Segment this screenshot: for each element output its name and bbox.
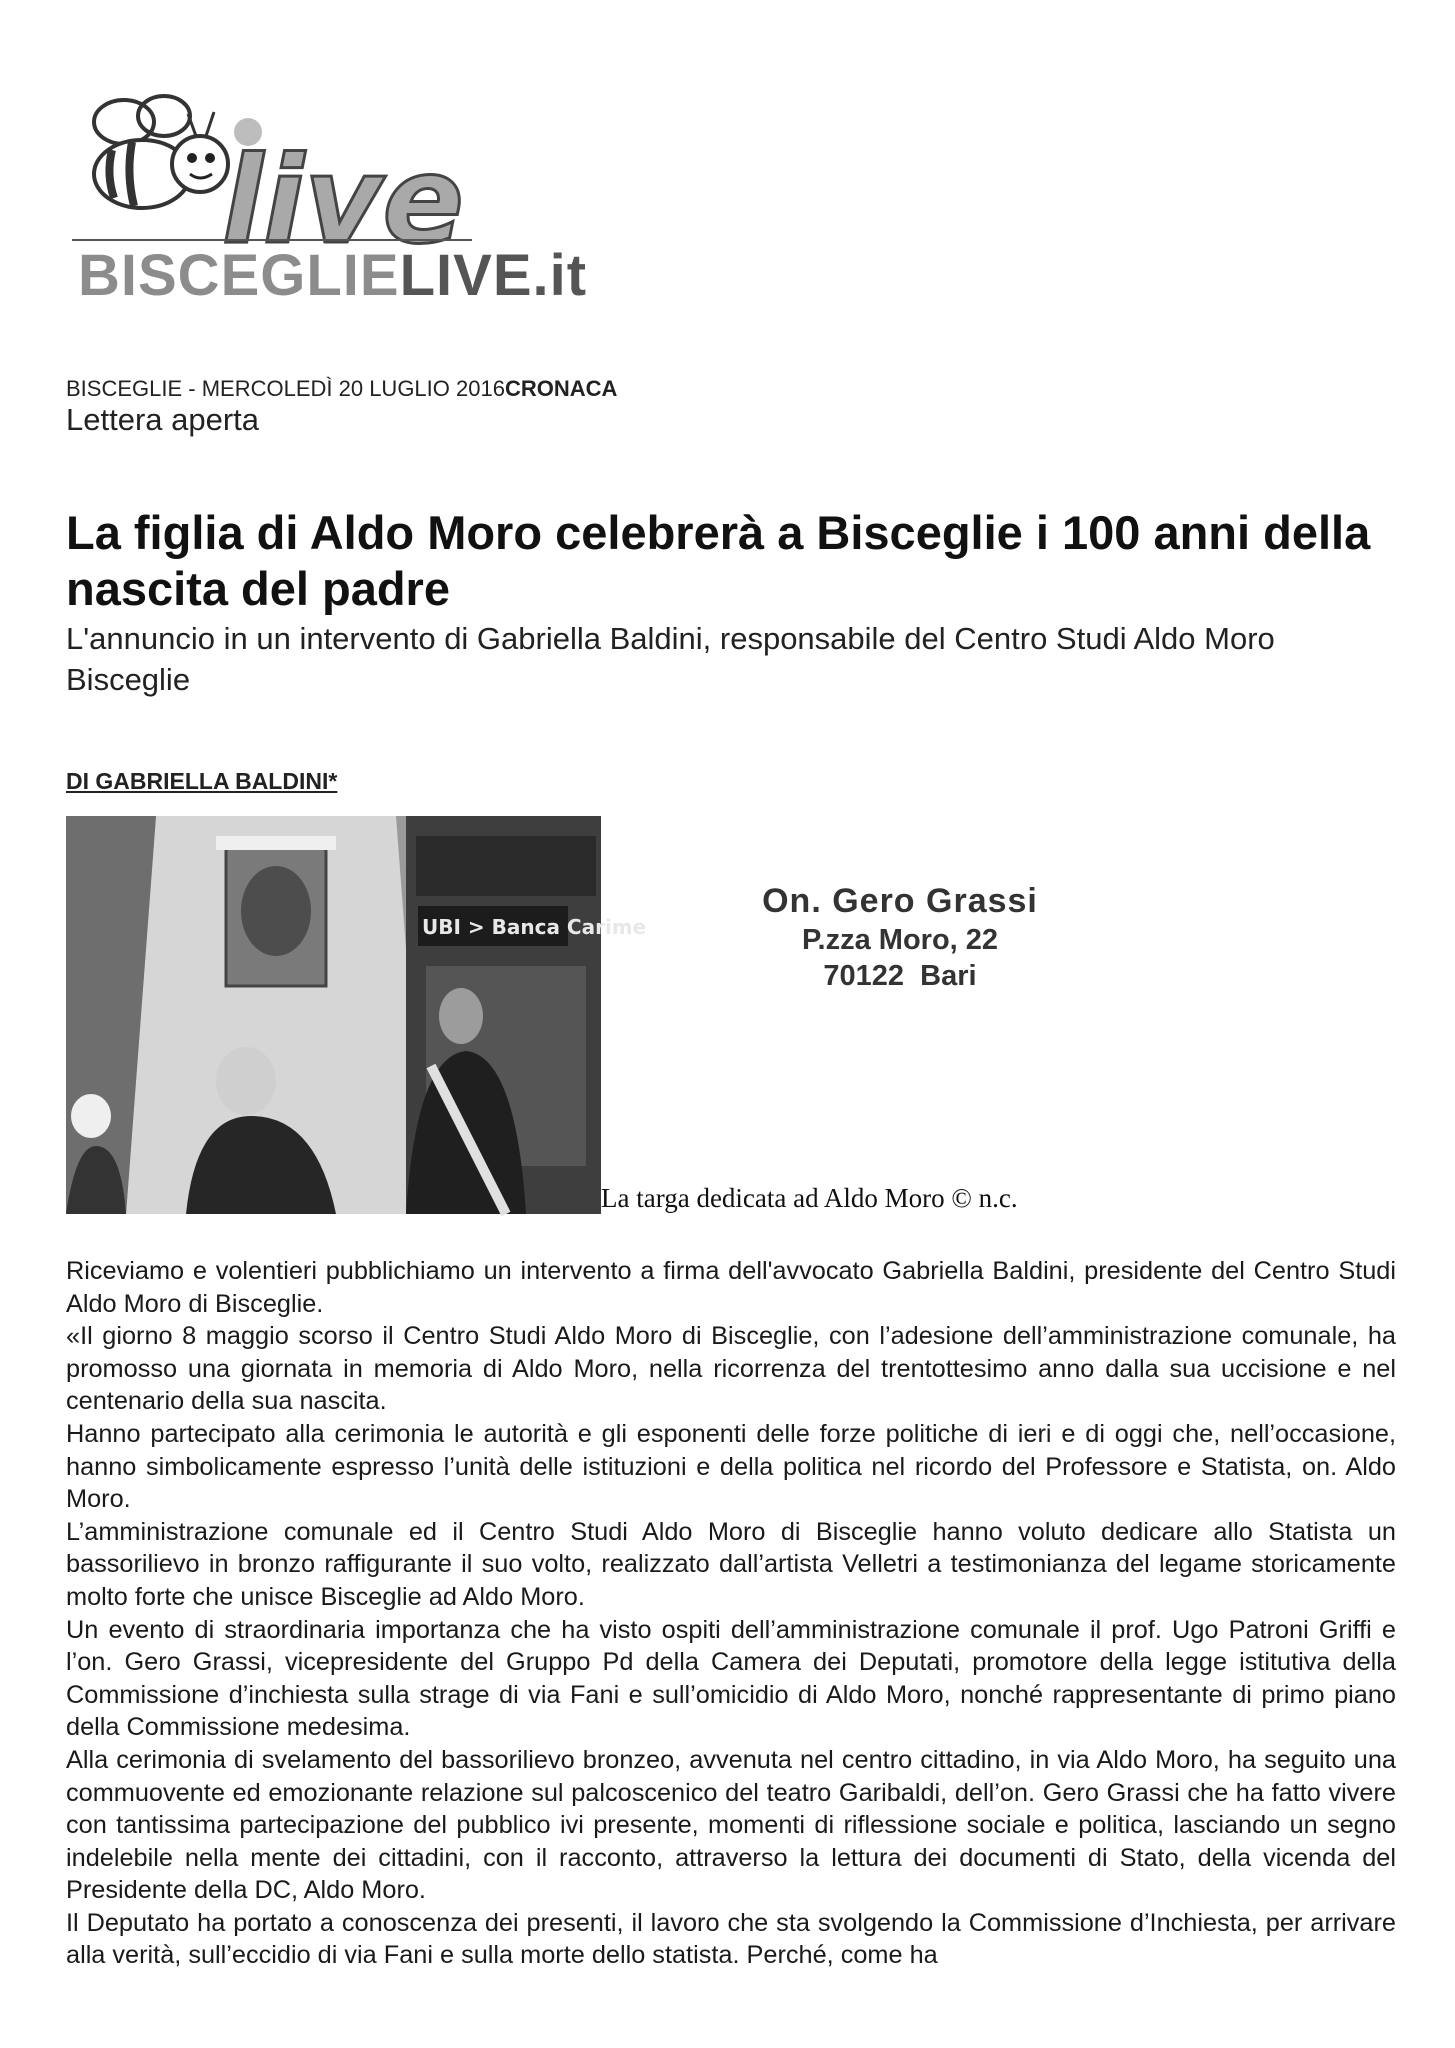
logo-word: live [222,132,464,271]
bank-sign-text: UBI > Banca Carime [422,915,647,939]
body-paragraph: Un evento di straordinaria importanza che ha visto ospiti dell’amministrazione comunale il prof. Ugo Patroni Griffi e l’on. Gero Grassi, vicepresidente del Gruppo Pd della Camera dei Deputati, promotore della legge istitutiva della Commissione d’inchiesta sulla strage di via Fani e sull’omicidio di Aldo Moro, nonché rappresentante di primo piano della Commissione medesima. [66,1615,1396,1742]
article-photo [66,816,647,1214]
body-paragraph: Alla cerimonia di svelamento del bassorilievo bronzeo, avvenuta nel centro cittadino, in via Aldo Moro, ha seguito una commuovente ed emozionante relazione sul palcoscenico del teatro Garibaldi, dell’on. Gero Grassi che ha fatto vivere con tantissima partecipazione del pubblico ivi presente, momenti di riflessione sociale e politica, lasciando un segno indelebile nella mente dei cittadini, con il racconto, attraverso la lettura dei documenti di Stato, della vicenda del Presidente della DC, Aldo Moro. [66,1745,1396,1905]
dateline [66,376,617,402]
stamp-street: P.zza Moro, 22 [801,924,999,956]
date-text: BISCEGLIE - MERCOLEDÌ 20 LUGLIO 2016 [66,376,505,401]
stamp-city: 70122 Bari [823,960,977,992]
author-byline[interactable]: DI GABRIELLA BALDINI* [66,768,338,794]
body-paragraph: L’amministrazione comunale ed il Centro Studi Aldo Moro di Bisceglie hanno voluto dedicare allo Statista un bassorilievo in bronzo raffigurante il suo volto, realizzato dall’artista Velletri a testimonianza del legame storicamente molto forte che unisce Bisceglie ad Aldo Moro. [66,1517,1396,1611]
address-stamp [720,880,1080,994]
body-paragraph: Riceviamo e volentieri pubblichiamo un intervento a firma dell'avvocato Gabriella Baldini, presidente del Centro Studi Aldo Moro di Bisceglie. [66,1257,1396,1318]
site-logo[interactable] [72,92,588,312]
article-headline: La figlia di Aldo Moro celebrerà a Bisceglie i 100 anni della nascita del padre [66,506,1371,615]
photo-caption: La targa dedicata ad Aldo Moro © n.c. [601,1183,1018,1213]
body-paragraph: Hanno partecipato alla cerimonia le autorità e gli esponenti delle forze politiche di ieri e di oggi che, nell’occasione, hanno simbolicamente espresso l’unità delle istituzioni e della politica nel ricordo del Professore e Statista, on. Aldo Moro. [66,1419,1396,1514]
stamp-name: On. Gero Grassi [762,882,1038,920]
body-paragraph: «Il giorno 8 maggio scorso il Centro Studi Aldo Moro di Bisceglie, con l’adesione dell’amministrazione comunale, ha promosso una giornata in memoria di Aldo Moro, nella ricorrenza del trentottesimo anno dalla sua uccisione e nel centenario della sua nascita. [66,1322,1396,1416]
plaque-ceremony-image [66,816,647,1214]
logo-text: BISCEGLIELIVE.it [78,243,588,308]
section-label[interactable]: CRONACA [504,376,618,401]
kicker: Lettera aperta [66,402,260,437]
body-paragraph: Il Deputato ha portato a conoscenza dei presenti, il lavoro che sta svolgendo la Commissione d’Inchiesta, per arrivare alla verità, sull’eccidio di via Fani e sulla morte dello statista. Perché, come ha [66,1908,1396,1970]
article-subheadline: L'annuncio in un intervento di Gabriella Baldini, responsabile del Centro Studi Aldo Moro Bisceglie [66,621,1275,697]
article-body [66,1255,1396,1972]
